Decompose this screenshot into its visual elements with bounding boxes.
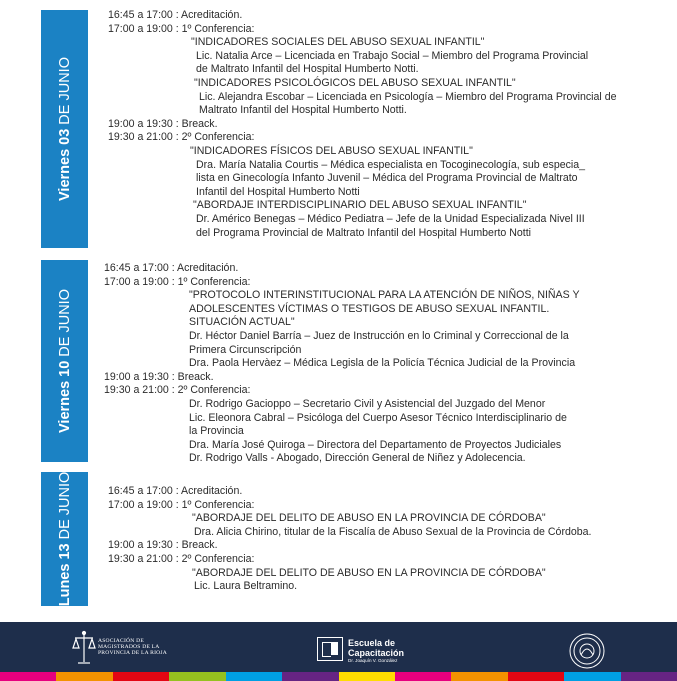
schedule-line: "ABORDAJE DEL DELITO DE ABUSO EN LA PROVINCIA DE CÓRDOBA" [192, 512, 546, 525]
schedule-line: Dra. María José Quiroga – Directora del Departamento de Proyectos Judiciales [189, 438, 562, 451]
justice-scale-icon [72, 630, 96, 666]
schedule-line: Dra. Paola Hervàez – Médica Legisla de la Policía Técnica Judicial de la Provincia [189, 357, 576, 370]
schedule-line: ADOLESCENTES VÍCTIMAS O TESTIGOS DE ABUSO SEXUAL INFANTIL. [189, 302, 550, 315]
stripe-segment [564, 672, 620, 681]
magistrados-logo-text: ASOCIACIÓN DE MAGISTRADOS DE LA PROVINCIA DE LA RIOJA [98, 638, 167, 657]
schedule-line: Dr. Rodrigo Gacioppo – Secretario Civil y Asistencial del Juzgado del Menor [189, 397, 546, 410]
day-label: Lunes 13 [56, 543, 73, 607]
schedule-line: Lic. Natalia Arce – Licenciada en Trabajo Social – Miembro del Programa Provincial [196, 49, 589, 62]
escuela-logo-title: Escuela de Capacitación [348, 638, 405, 658]
schedule-line: 19:30 a 21:00 : 2º Conferencia: [108, 552, 255, 565]
schedule-line: 19:00 a 19:30 : Breack. [108, 117, 218, 130]
stripe-segment [395, 672, 451, 681]
schedule-line: 17:00 a 19:00 : 1º Conferencia: [108, 498, 255, 511]
magistrados-logo [70, 628, 170, 670]
stripe-segment [56, 672, 112, 681]
schedule-line: la Provincia [189, 425, 244, 438]
schedule-line: "INDICADORES FÍSICOS DEL ABUSO SEXUAL INFANTIL" [190, 144, 473, 157]
escuela-mark-icon [317, 637, 343, 661]
schedule-line: Lic. Laura Beltramino. [194, 580, 298, 593]
schedule-line: 16:45 a 17:00 : Acreditación. [108, 485, 243, 497]
stripe-segment [451, 672, 507, 681]
schedule-line: Dr. Américo Benegas – Médico Pediatra – Jefe de la Unidad Especializada Nivel III [196, 212, 585, 225]
seal-logo [567, 631, 607, 671]
month-label: DE JUNIO [56, 57, 73, 125]
schedule-line: Dr. Rodrigo Valls - Abogado, Dirección General de Niñez y Adolecencia. [189, 452, 526, 465]
stripe-segment [508, 672, 564, 681]
seal-icon [567, 631, 607, 671]
schedule-line: lista en Ginecología Infanto Juvenil – Médica del Programa Provincial de Maltrato [196, 172, 578, 185]
schedule-lunes-13 [108, 485, 591, 594]
schedule-line: 19:00 a 19:30 : Breack. [104, 370, 214, 383]
schedule-line: "INDICADORES SOCIALES DEL ABUSO SEXUAL INFANTIL" [191, 36, 485, 49]
color-stripe [0, 672, 677, 681]
stripe-segment [339, 672, 395, 681]
schedule-line: 17:00 a 19:00 : 1º Conferencia: [104, 275, 251, 288]
schedule-line: "PROTOCOLO INTERINSTITUCIONAL PARA LA ATENCIÓN DE NIÑOS, NIÑAS Y [189, 289, 580, 302]
schedule-line: Dra. Alicia Chirino, titular de la Fiscalía de Abuso Sexual de la Provincia de Córdoba. [194, 525, 592, 538]
schedule-line: "ABORDAJE INTERDISCIPLINARIO DEL ABUSO SEXUAL INFANTIL" [193, 199, 527, 212]
schedule-line: Infantil del Hospital Humberto Notti [196, 185, 360, 198]
schedule-line: 19:00 a 19:30 : Breack. [108, 539, 218, 552]
day-tab-lunes-13 [41, 472, 88, 606]
stripe-segment [226, 672, 282, 681]
stripe-segment [0, 672, 56, 681]
escuela-logo [317, 637, 427, 663]
schedule-line: 19:30 a 21:00 : 2º Conferencia: [104, 384, 251, 397]
schedule-line: 19:30 a 21:00 : 2º Conferencia: [108, 131, 255, 144]
schedule-line: 16:45 a 17:00 : Acreditación. [104, 262, 239, 274]
schedule-line: del Programa Provincial de Maltrato Infantil del Hospital Humberto Notti [196, 226, 532, 239]
day-label: Viernes 10 [56, 360, 73, 433]
stripe-segment [169, 672, 225, 681]
day-label: Viernes 03 [56, 128, 73, 201]
day-tab-viernes-03 [41, 10, 88, 248]
stripe-segment [621, 672, 677, 681]
escuela-logo-sub: Dr. Joaquín V. González [348, 658, 398, 663]
schedule-line: Primera Circunscripción [189, 343, 302, 356]
schedule-line: Lic. Eleonora Cabral – Psicóloga del Cuerpo Asesor Técnico Interdisciplinario de [189, 411, 567, 424]
schedule-viernes-03 [108, 9, 617, 240]
stripe-segment [282, 672, 338, 681]
schedule-line: de Maltrato Infantil del Hospital Humberto Notti. [196, 63, 419, 76]
month-label: DE JUNIO [56, 471, 73, 540]
schedule-line: SITUACIÓN ACTUAL" [189, 316, 295, 329]
schedule-line: Dr. Héctor Daniel Barría – Juez de Instrucción en lo Criminal y Correccional de la [189, 329, 569, 342]
schedule-line: "ABORDAJE DEL DELITO DE ABUSO EN LA PROVINCIA DE CÓRDOBA" [192, 566, 546, 579]
day-tab-viernes-10 [41, 260, 88, 462]
schedule-line: Dra. María Natalia Courtis – Médica especialista en Tocoginecología, sub especia_ [196, 158, 586, 171]
schedule-line: Lic. Alejandra Escobar – Licenciada en Psicología – Miembro del Programa Provincial de [199, 90, 617, 103]
schedule-viernes-10 [104, 262, 580, 466]
schedule-line: Maltrato Infantil del Hospital Humberto Notti. [199, 104, 407, 117]
schedule-line: "INDICADORES PSICOLÓGICOS DEL ABUSO SEXUAL INFANTIL" [194, 76, 516, 89]
schedule-line: 17:00 a 19:00 : 1º Conferencia: [108, 22, 255, 35]
stripe-segment [113, 672, 169, 681]
month-label: DE JUNIO [56, 289, 73, 357]
schedule-line: 16:45 a 17:00 : Acreditación. [108, 9, 243, 21]
